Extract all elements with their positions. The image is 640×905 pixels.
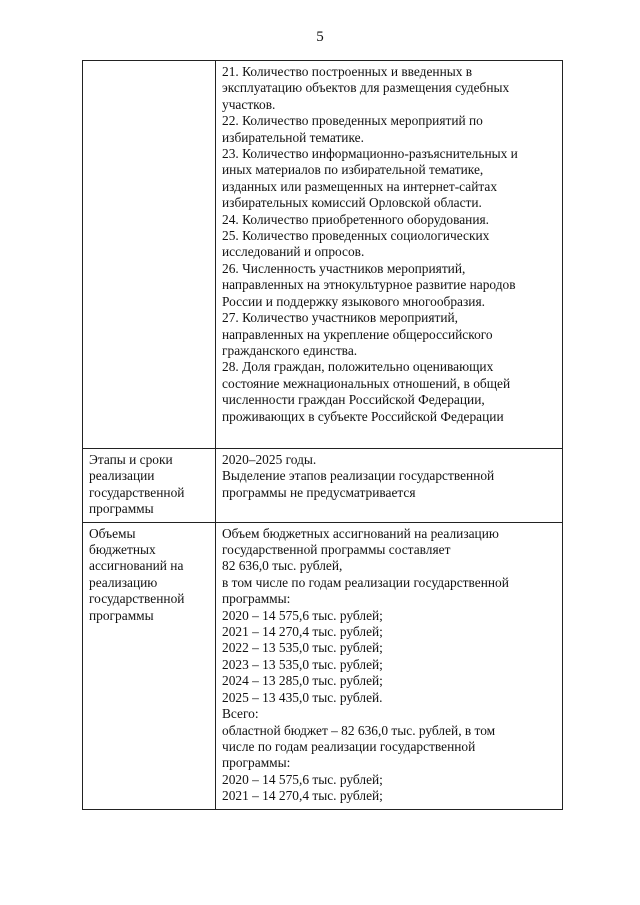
text-line: 2023 – 13 535,0 тыс. рублей; xyxy=(222,656,383,672)
text-line: проживающих в субъекте Российской Федерации xyxy=(222,408,504,424)
text-line: государственной xyxy=(89,484,185,500)
budget-label-cell xyxy=(83,522,216,809)
text-line: Объем бюджетных ассигнований на реализацию xyxy=(222,525,499,541)
text-line: программы xyxy=(89,607,154,623)
text-line: гражданского единства. xyxy=(222,342,358,358)
text-line: эксплуатацию объектов для размещения судебных xyxy=(222,80,510,96)
table-row-budget xyxy=(83,522,563,809)
text-line: численности граждан Российской Федерации, xyxy=(222,392,485,408)
indicators-list-cell xyxy=(216,61,563,449)
stages-label-cell xyxy=(83,449,216,523)
text-line: избирательной тематике. xyxy=(222,129,364,145)
text-line: 26. Численность участников мероприятий, xyxy=(222,260,466,276)
text-line: государственной программы составляет xyxy=(222,542,451,558)
text-line: России и поддержку языкового многообразия. xyxy=(222,293,485,309)
text-line: 2020 – 14 575,6 тыс. рублей; xyxy=(222,771,383,787)
text-line: иных материалов по избирательной тематике, xyxy=(222,162,484,178)
text-line: реализации xyxy=(89,468,155,484)
text-line: 2021 – 14 270,4 тыс. рублей; xyxy=(222,788,383,804)
text-line: 2022 – 13 535,0 тыс. рублей; xyxy=(222,640,383,656)
text-line: 22. Количество проведенных мероприятий по xyxy=(222,113,483,129)
text-line: 2020 – 14 575,6 тыс. рублей; xyxy=(222,607,383,623)
text-line: реализацию xyxy=(89,574,158,590)
text-line: программы: xyxy=(222,755,291,771)
text-line: ассигнований на xyxy=(89,558,184,574)
text-line: Объемы xyxy=(89,525,136,541)
table-row-stages xyxy=(83,449,563,523)
text-line: 2024 – 13 285,0 тыс. рублей; xyxy=(222,673,383,689)
text-line: 28. Доля граждан, положительно оценивающих xyxy=(222,359,494,375)
text-line: Выделение этапов реализации государственной xyxy=(222,468,495,484)
text-line: 82 636,0 тыс. рублей, xyxy=(222,558,343,574)
program-passport-table xyxy=(82,60,563,810)
text-line: 27. Количество участников мероприятий, xyxy=(222,310,459,326)
text-line: 2020–2025 годы. xyxy=(222,452,317,467)
text-line: Этапы и сроки xyxy=(89,452,173,467)
text-line: участков. xyxy=(222,96,276,112)
text-line: 21. Количество построенных и введенных в xyxy=(222,64,473,79)
text-line: 24. Количество приобретенного оборудования. xyxy=(222,211,490,227)
text-line: избирательных комиссий Орловской области. xyxy=(222,195,482,211)
row-label-cell xyxy=(83,61,216,449)
budget-content-cell xyxy=(216,522,563,809)
text-line: числе по годам реализации государственной xyxy=(222,738,476,754)
table-row-indicators xyxy=(83,61,563,449)
text-line: 25. Количество проведенных социологических xyxy=(222,228,490,244)
text-line: в том числе по годам реализации государственной xyxy=(222,574,509,590)
text-line: изданных или размещенных на интернет-сайтах xyxy=(222,178,498,194)
text-line: бюджетных xyxy=(89,542,156,558)
text-line: областной бюджет – 82 636,0 тыс. рублей, в том xyxy=(222,722,496,738)
text-line: программы: xyxy=(222,591,291,607)
text-line: Всего: xyxy=(222,706,259,722)
text-line: программы xyxy=(89,501,154,517)
text-line: программы не предусматривается xyxy=(222,484,416,500)
text-line: государственной xyxy=(89,591,185,607)
text-line: 23. Количество информационно-разъяснительных и xyxy=(222,146,518,162)
text-line: состояние межнациональных отношений, в общей xyxy=(222,375,511,391)
stages-content-cell xyxy=(216,449,563,523)
text-line: исследований и опросов. xyxy=(222,244,365,260)
text-line: 2021 – 14 270,4 тыс. рублей; xyxy=(222,624,383,640)
text-line: направленных на укрепление общероссийского xyxy=(222,326,493,342)
page-number: 5 xyxy=(316,29,324,45)
text-line: направленных на этнокультурное развитие народов xyxy=(222,277,516,293)
text-line: 2025 – 13 435,0 тыс. рублей. xyxy=(222,689,383,705)
